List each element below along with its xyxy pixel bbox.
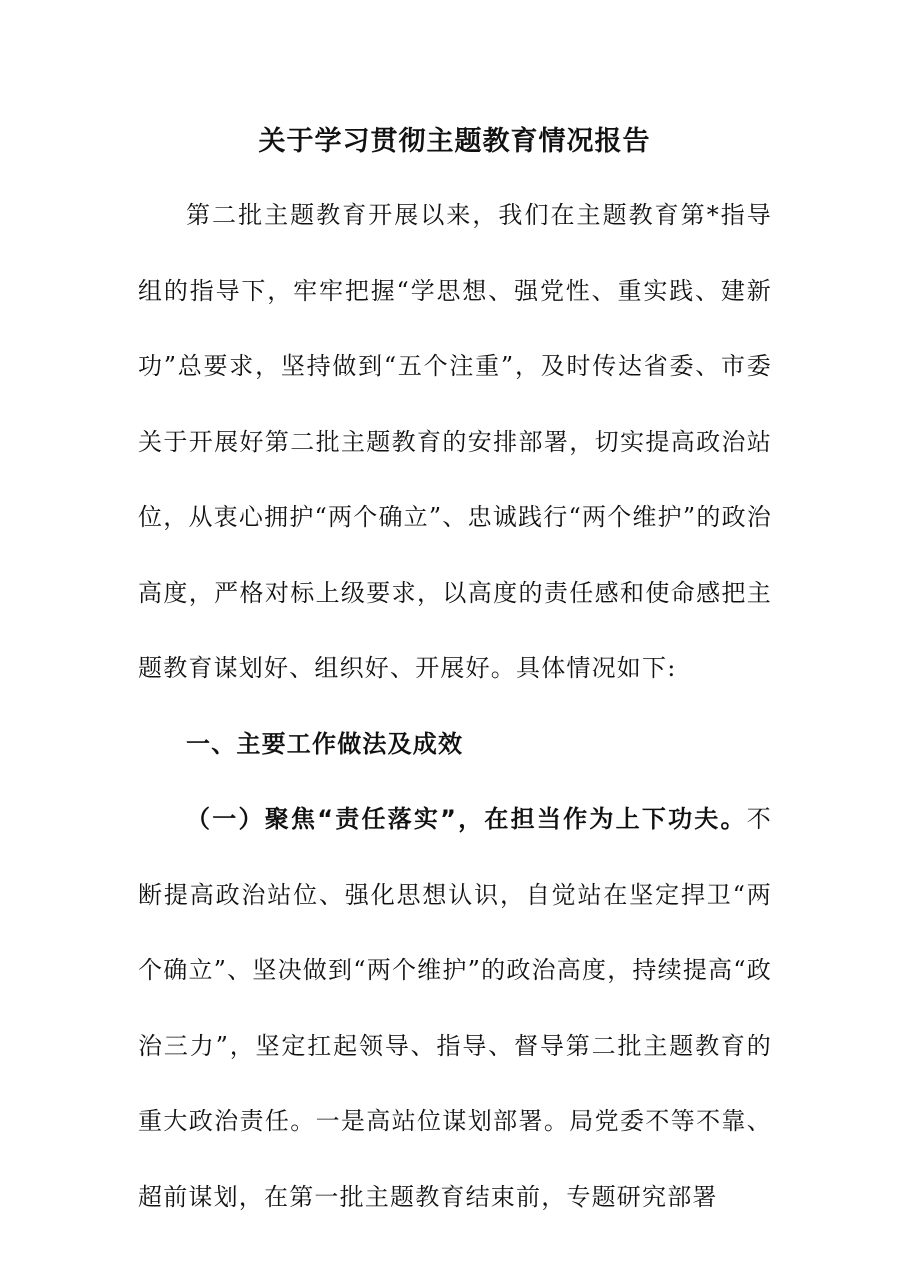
section-heading: 一、主要工作做法及成效 [186,729,464,758]
document-body [138,178,772,1235]
intro-paragraph: 第二批主题教育开展以来，我们在主题教育第*指导组的指导下，牢牢把握“学思想、强党性、重实践、建新功”总要求，坚持做到“五个注重”，及时传达省委、市委关于开展好第二批主题教育的安排部署，切实提高政治站位，从衷心拥护“两个确立”、忠诚践行“两个维护”的政治高度，严格对标上级要求，以高度的责任感和使命感把主题教育谋划好、组织好、开展好。具体情况如下: [138,201,772,682]
subsection-lead: （一）聚焦“责任落实”，在担当作为上下功夫。 [186,805,747,833]
subsection-body: 不断提高政治站位、强化思想认识，自觉站在坚定捍卫“两个确立”、坚决做到“两个维护”的政治高度，持续提高“政治三力”，坚定扛起领导、指导、督导第二批主题教育的重大政治责任。一是高站位谋划部署。局党委不等不靠、超前谋划，在第一批主题教育结束前，专题研究部署 [138,805,772,1211]
document-title: 关于学习贯彻主题教育情况报告 [258,126,651,157]
subsection-paragraph [138,782,772,1235]
